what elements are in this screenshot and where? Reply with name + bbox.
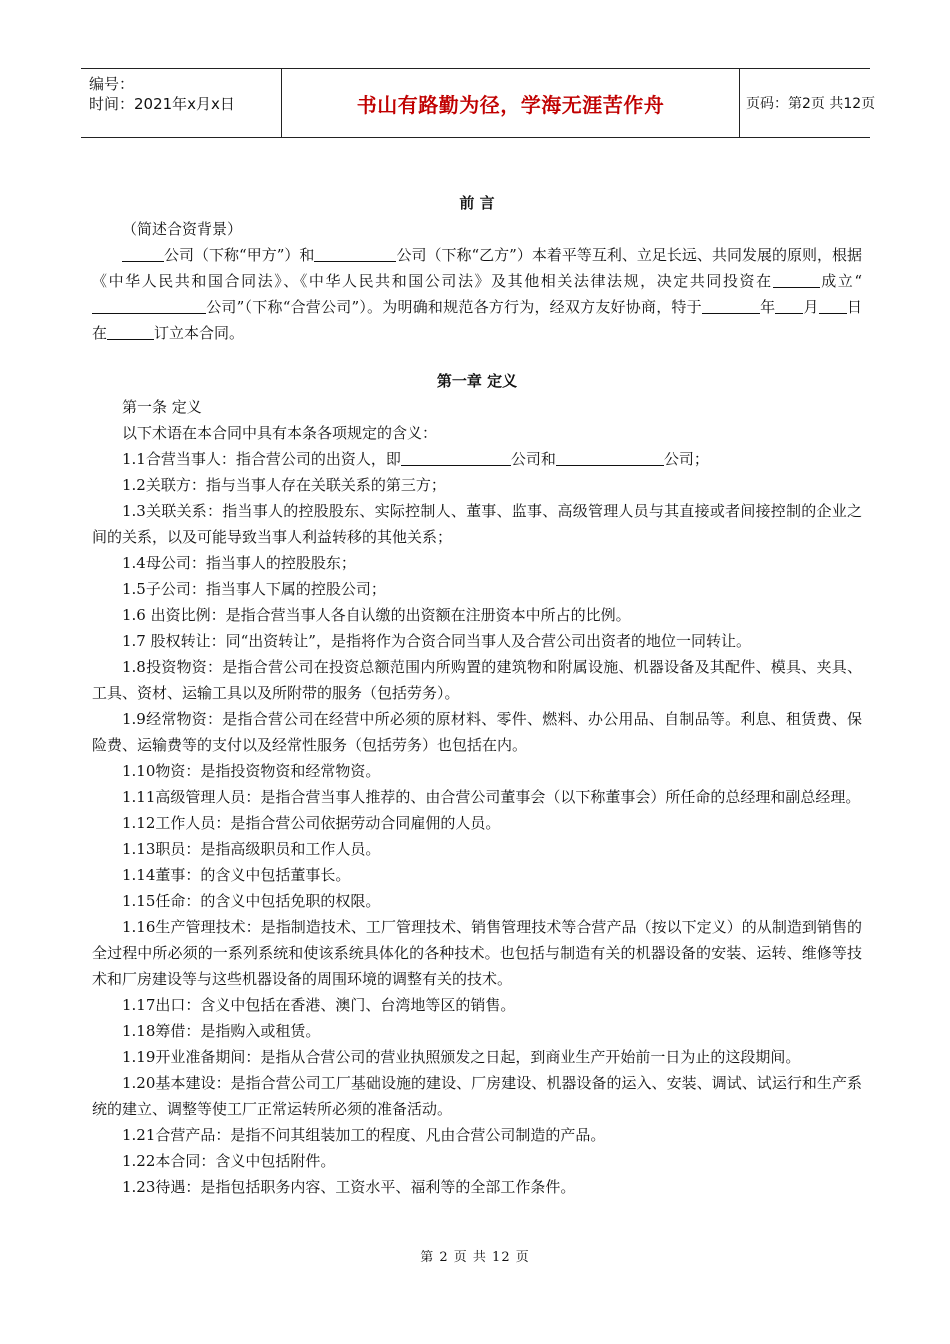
header-motto: 书山有路勤为径，学海无涯苦作舟 — [356, 92, 665, 117]
blank-line — [702, 298, 760, 314]
preface-subtitle: （简述合资背景） — [122, 220, 243, 238]
text-run: 1.1合营当事人：指合营公司的出资人，即 — [122, 450, 401, 468]
blank-line — [107, 324, 154, 340]
definition-item: 1.20基本建设：是指合营公司工厂基础设施的建设、厂房建设、机器设备的运入、安装、调试、试运行和生产系统的建立、调整等使工厂正常运转所必须的准备活动。 — [92, 1074, 862, 1118]
definition-item: 1.10物资：是指投资物资和经常物资。 — [122, 762, 381, 780]
text-run: 公司（下称“甲方”）和 — [164, 246, 315, 264]
definition-item: 1.5子公司：指当事人下属的控股公司； — [122, 580, 386, 598]
definition-item — [92, 446, 862, 472]
chapter-title: 第一章 定义 — [436, 372, 518, 390]
blank-line — [819, 298, 847, 314]
page-header — [81, 68, 876, 138]
article-intro: 以下术语在本合同中具有本条各项规定的含义： — [122, 424, 438, 442]
definition-item: 1.7 股权转让：同“出资转让”，是指将作为合资合同当事人及合营公司出资者的地位一同转让。 — [122, 632, 751, 650]
blank-line — [775, 298, 803, 314]
text-run: 公司和 — [510, 450, 556, 468]
definition-item: 1.19开业准备期间：是指从合营公司的营业执照颁发之日起，到商业生产开始前一日为止的这段期间。 — [122, 1048, 801, 1066]
blank-line — [556, 450, 664, 466]
text-run: 订立本合同。 — [154, 324, 245, 342]
definition-item: 1.16生产管理技术：是指制造技术、工厂管理技术、销售管理技术等合营产品（按以下定义）的从制造到销售的全过程中所必须的一系列系统和使该系统具体化的各种技术。也包括与制造有关的机器设备的安装、运转、维修等技术和厂房建设等与这些机器设备的周围环境的调整有关的技术。 — [92, 918, 862, 988]
header-page-info: 页码：第2页 共12页 — [746, 96, 876, 112]
definition-item: 1.9经常物资：是指合营公司在经营中所必须的原材料、零件、燃料、办公用品、自制品等。利息、租赁费、保险费、运输费等的支付以及经常性服务（包括劳务）也包括在内。 — [92, 710, 862, 754]
text-run: 成立“ — [819, 272, 862, 290]
text-run: 公司（下称“乙方”）本着平等互利、立足长远、共同发展的原则，根据《中华人民共和国合同法》、《中华人民共和国公司法》及其他相关法律法规，决定共同投资在 — [92, 246, 863, 290]
definition-item: 1.3关联关系：指当事人的控股股东、实际控制人、董事、监事、高级管理人员与其直接或者间接控制的企业之间的关系，以及可能导致当事人利益转移的其他关系； — [92, 502, 862, 546]
header-page-cell — [738, 69, 878, 137]
text-run: 公司”（下称“合营公司”）。为明确和规范各方行为，经双方友好协商，特于 — [206, 298, 702, 316]
definition-item: 1.6 出资比例：是指合营当事人各自认缴的出资额在注册资本中所占的比例。 — [122, 606, 631, 624]
definition-item: 1.21合营产品：是指不问其组装加工的程度、凡由合营公司制造的产品。 — [122, 1126, 606, 1144]
definition-item: 1.18筹借：是指购入或租赁。 — [122, 1022, 321, 1040]
blank-line — [773, 272, 820, 288]
definition-item: 1.11高级管理人员：是指合营当事人推荐的、由合营公司董事会（以下称董事会）所任命的总经理和副总经理。 — [122, 788, 861, 806]
text-run: 月 — [803, 298, 819, 316]
article-heading: 第一条 定义 — [122, 398, 202, 416]
preface-paragraph — [92, 242, 862, 346]
definition-item: 1.15任命：的含义中包括免职的权限。 — [122, 892, 381, 910]
page-footer: 第 2 页 共 12 页 — [420, 1250, 530, 1265]
text-run: 年 — [759, 298, 776, 316]
blank-line — [122, 246, 164, 262]
definition-item: 1.22本合同：含义中包括附件。 — [122, 1152, 336, 1170]
definition-item: 1.8投资物资：是指合营公司在投资总额范围内所购置的建筑物和附属设施、机器设备及其配件、模具、夹具、工具、资材、运输工具以及所附带的服务（包括劳务）。 — [92, 658, 862, 702]
document-time-label: 时间：2021年x月x日 — [89, 95, 235, 113]
definition-item: 1.4母公司：指当事人的控股股东； — [122, 554, 356, 572]
document-number-label: 编号： — [89, 75, 135, 93]
definition-item: 1.23待遇：是指包括职务内容、工资水平、福利等的全部工作条件。 — [122, 1178, 576, 1196]
blank-line — [92, 298, 206, 314]
text-run: 公司； — [663, 450, 709, 468]
definition-item: 1.2关联方：指与当事人存在关联关系的第三方； — [122, 476, 446, 494]
preface-title: 前 言 — [459, 194, 495, 212]
header-motto-cell — [281, 69, 740, 137]
definition-item: 1.12工作人员：是指合营公司依据劳动合同雇佣的人员。 — [122, 814, 501, 832]
document-body — [92, 190, 862, 1200]
text-run: 日在 — [92, 298, 862, 342]
definition-item: 1.17出口：含义中包括在香港、澳门、台湾地等区的销售。 — [122, 996, 516, 1014]
blank-line — [401, 450, 511, 466]
header-meta-cell — [81, 69, 281, 137]
definition-item: 1.14董事：的含义中包括董事长。 — [122, 866, 351, 884]
blank-line — [314, 246, 396, 262]
definition-item: 1.13职员：是指高级职员和工作人员。 — [122, 840, 381, 858]
